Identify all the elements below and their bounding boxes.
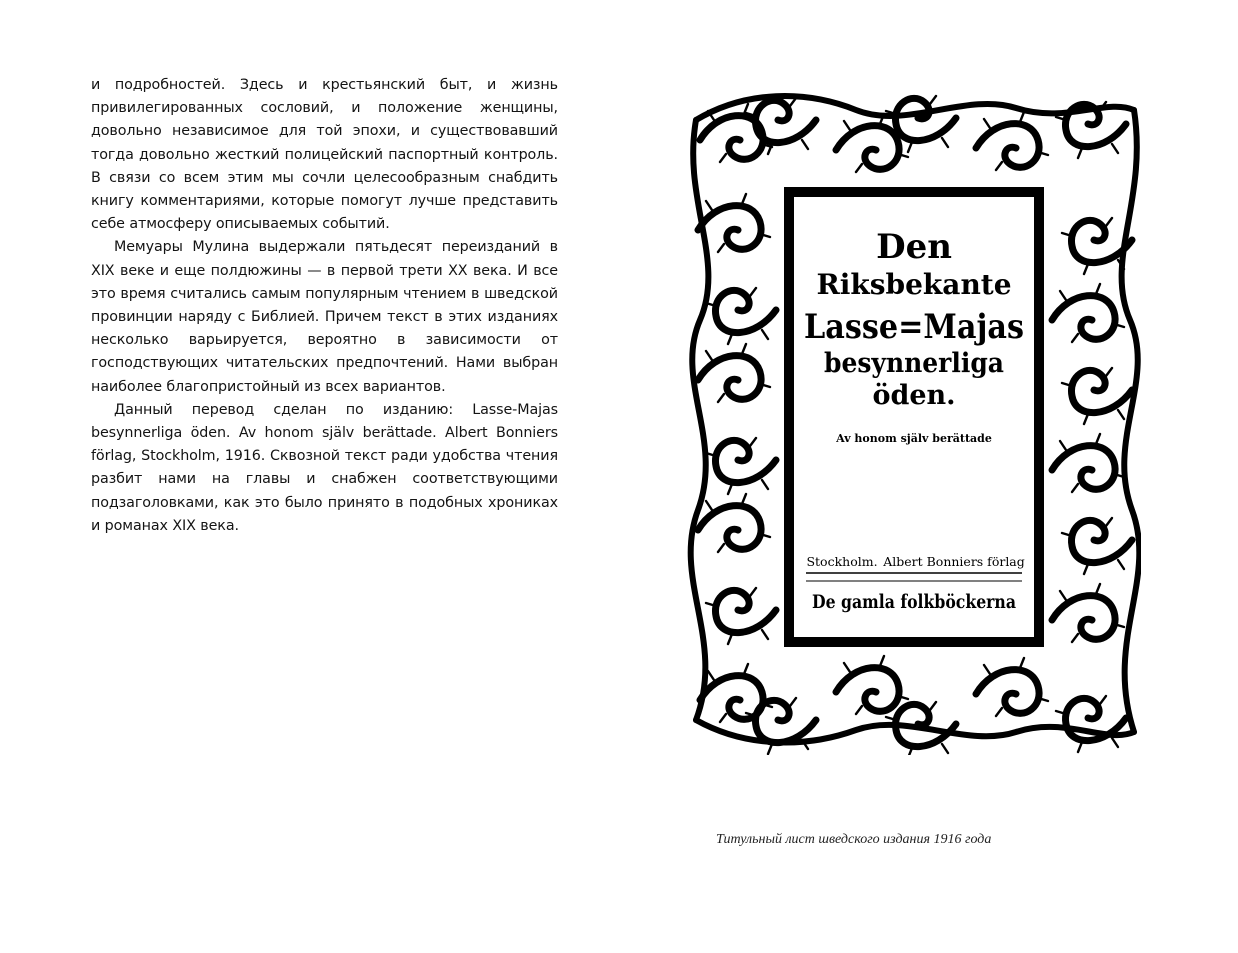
title-line-oden: öden. [872, 380, 956, 411]
title-line-lasse-majas: Lasse=Majas [804, 307, 1024, 347]
left-page-text [91, 74, 558, 538]
title-page-illustration [686, 80, 1141, 755]
title-line-riksbekante: Riksbekante [816, 268, 1012, 301]
image-caption: Титульный лист шведского издания 1916 года [716, 832, 992, 847]
title-subtitle: Av honom själv berättade [836, 432, 992, 445]
paragraph-1: и подробностей. Здесь и крестьянский быт, и жизнь привилегированных сословий, и положение женщины, довольно независимое для той эпохи, и существовавший тогда довольно жесткий полицейский паспортный контроль. В связи со всем этим мы сочли целесообразным снабдить книгу комментариями, которые помогут лучше представить себе атмосферу описываемых событий. [91, 77, 558, 233]
title-line-besynnerliga: besynnerliga [824, 348, 1004, 379]
title-series: De gamla folkböckerna [812, 591, 1016, 613]
title-page-svg [686, 80, 1141, 755]
title-city: Stockholm. [806, 554, 878, 569]
title-line-den: Den [876, 227, 952, 267]
paragraph-2: Мемуары Мулина выдержали пятьдесят переизданий в XIX веке и еще полдюжины — в первой трети XX века. И все это время считались самым популярным чтением в шведской провинции наряду с Библией. Причем текст в этих изданиях несколько варьируется, вероятно в зависимости от господствующих читательских предпочтений. Нами выбран наиболее благопристойный из всех вариантов. [91, 239, 558, 395]
title-publisher: Albert Bonniers förlag [883, 554, 1025, 569]
paragraph-3: Данный перевод сделан по изданию: Lasse-Majas besynnerliga öden. Av honom själv berättade. Albert Bonniers förlag, Stockholm, 1916. Сквозной текст ради удобства чтения разбит нами на главы и снабжен соответствующими подзаголовками, как это было принято в подобных хрониках и романах XIX века. [91, 401, 558, 534]
